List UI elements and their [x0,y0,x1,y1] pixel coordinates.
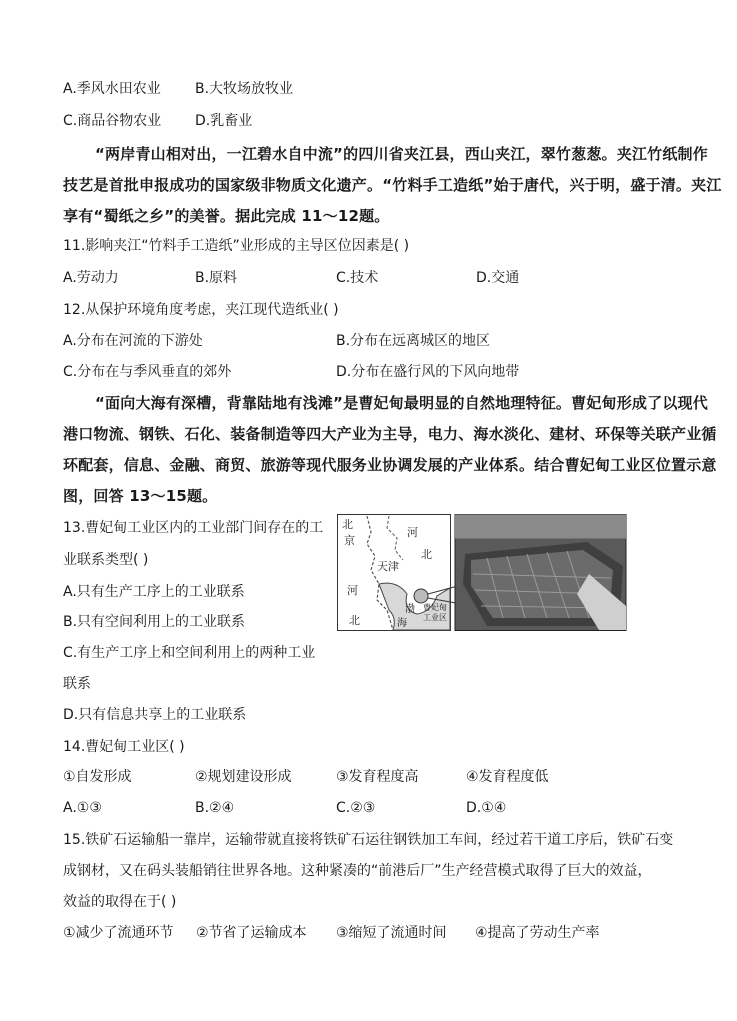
question-13-stem: 13.曹妃甸工业区内的工业部门间存在的工 [63,520,324,536]
option-d: D.乳畜业 [195,113,253,129]
passage2-line: 港口物流、钢铁、石化、装备制造等四大产业为主导，电力、海水淡化、建材、环保等关联产业循 [63,425,717,443]
map-label: 天津 [377,560,399,573]
q13-option-c-continued: 联系 [63,676,91,692]
q14-option-a: A.①③ [63,800,102,816]
q14-option-c: C.②③ [336,800,376,816]
map-label: 工业区 [423,613,447,622]
passage1-line: 技艺是首批申报成功的国家级非物质文化遗产。“竹料手工造纸”始于唐代，兴于明，盛于清。夹江 [63,176,722,194]
question-15-stem: 效益的取得在于( ) [63,894,177,910]
question-13-stem: 业联系类型( ) [63,552,149,568]
passage1-line: 享有“蜀纸之乡”的美誉。据此完成 11～12题。 [63,207,390,225]
map-label: 海 [397,618,407,629]
caofeidian-marker [414,589,428,603]
q12-option-a: A.分布在河流的下游处 [63,333,203,349]
q13-option-d: D.只有信息共享上的工业联系 [63,707,247,723]
map-label: 曹妃甸 [423,603,447,612]
question-14-stem: 14.曹妃甸工业区( ) [63,739,185,755]
map-label: 北 [421,548,432,561]
q13-option-c: C.有生产工序上和空间利用上的两种工业 [63,645,316,661]
q14-item-3: ③发育程度高 [336,769,419,785]
map-label: 渤 [405,604,415,615]
q14-item-2: ②规划建设形成 [195,769,292,785]
q13-option-a: A.只有生产工序上的工业联系 [63,584,245,600]
q11-option-c: C.技术 [336,270,379,286]
q11-option-d: D.交通 [476,270,520,286]
option-a: A.季风水田农业 [63,81,161,97]
map-label: 京 [344,534,355,547]
q15-item-2: ②节省了运输成本 [196,925,307,941]
map-label: 北 [349,614,360,627]
q15-item-4: ④提高了劳动生产率 [475,925,600,941]
passage2-line: 环配套，信息、金融、商贸、旅游等现代服务业协调发展的产业体系。结合曹妃甸工业区位置示意 [63,456,717,474]
q15-item-3: ③缩短了流通时间 [336,925,447,941]
photo-sky [455,515,626,539]
question-15-stem: 成钢材，又在码头装船销往世界各地。这种紧凑的“前港后厂”生产经营模式取得了巨大的效益， [63,863,652,879]
q12-option-b: B.分布在远离城区的地区 [336,333,491,349]
map-label: 北 [342,518,353,531]
question-12-stem: 12.从保护环境角度考虑，夹江现代造纸业( ) [63,302,339,318]
q15-item-1: ①减少了流通环节 [63,925,174,941]
passage2-line: “面向大海有深槽，背靠陆地有浅滩”是曹妃甸最明显的自然地理特征。曹妃甸形成了以现代 [95,394,708,412]
passage2-line: 图，回答 13～15题。 [63,487,218,505]
q12-option-d: D.分布在盛行风的下风向地带 [336,364,520,380]
map-label: 河 [347,584,358,597]
caofeidian-figure [337,514,627,632]
q11-option-a: A.劳动力 [63,270,119,286]
option-b: B.大牧场放牧业 [195,81,294,97]
question-11-stem: 11.影响夹江“竹料手工造纸”业形成的主导区位因素是( ) [63,238,410,254]
map-label: 河 [407,526,418,539]
q14-option-d: D.①④ [466,800,507,816]
passage1-line: “两岸青山相对出，一江碧水自中流”的四川省夹江县，西山夹江，翠竹葱葱。夹江竹纸制作 [95,145,708,163]
q14-option-b: B.②④ [195,800,235,816]
q11-option-b: B.原料 [195,270,238,286]
q14-item-4: ④发育程度低 [466,769,549,785]
q13-option-b: B.只有空间利用上的工业联系 [63,614,246,630]
q14-item-1: ①自发形成 [63,769,132,785]
option-c: C.商品谷物农业 [63,113,162,129]
question-15-stem: 15.铁矿石运输船一靠岸，运输带就直接将铁矿石运往钢铁加工车间，经过若干道工序后，铁矿石变 [63,832,674,848]
q12-option-c: C.分布在与季风垂直的郊外 [63,364,232,380]
location-map-and-photo [337,514,627,632]
